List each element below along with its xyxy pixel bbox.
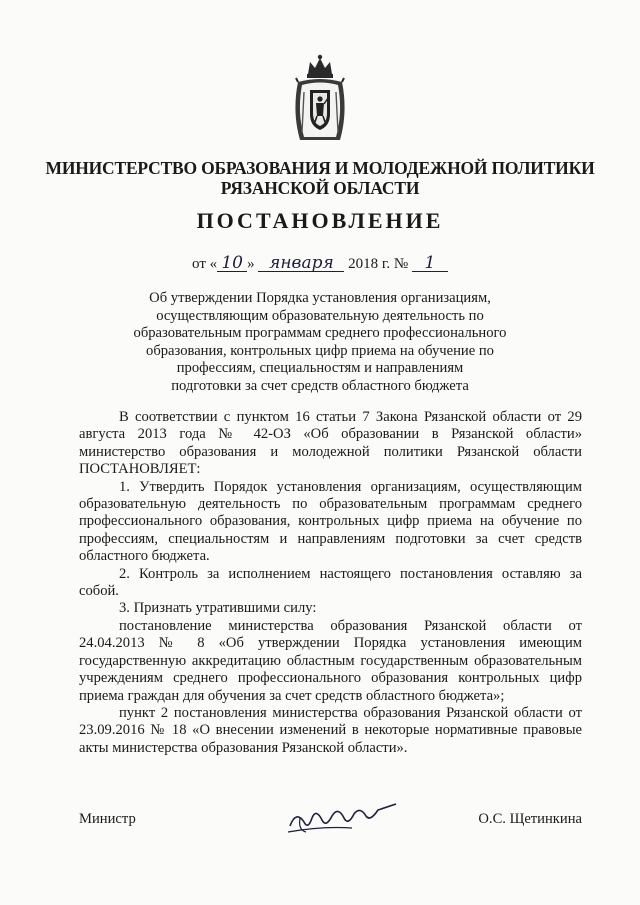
subject-line: образовательным программам среднего профессионального [133, 325, 507, 342]
signatory-position: Министр [79, 811, 136, 827]
document-number-handwritten: 1 [412, 255, 448, 272]
body-paragraph-item3: 3. Признать утратившими силу: [119, 600, 317, 617]
subject-line: подготовки за счет средств областного бюджета [171, 377, 469, 394]
handwritten-signature-icon [282, 796, 402, 838]
ministry-name [20, 158, 620, 198]
document-subject [95, 290, 545, 396]
ministry-name-line1: МИНИСТЕРСТВО ОБРАЗОВАНИЯ И МОЛОДЕЖНОЙ ПОЛИТИКИ [45, 158, 595, 178]
coat-of-arms-icon [288, 52, 352, 148]
signatory-name: О.С. Щетинкина [478, 811, 582, 827]
date-day-handwritten: 10 [217, 255, 247, 272]
date-month-handwritten: января [258, 255, 344, 272]
date-mid: » [247, 256, 255, 272]
body-paragraph-repealed-2: пункт 2 постановления министерства образования Рязанской области от 23.09.2016 № 18 «О внесении изменений в некоторые нормативные правовые акты министерства образования Рязанской области». [79, 704, 582, 756]
date-prefix: от « [192, 256, 218, 272]
body-paragraph-preamble: В соответствии с пунктом 16 статьи 7 Закона Рязанской области от 29 августа 2013 года № 42-ОЗ «Об образовании в Рязанской области» министерство образования и молодежной политики Рязанской области ПОСТАНОВЛЯЕТ: [79, 409, 582, 478]
body-paragraph-repealed-1: постановление министерства образования Рязанской области от 24.04.2013 № 8 «Об утверждении Порядка установления имеющим государственную аккредитацию областным государственным образовательным учреждениям среднего профессионального образования контрольных цифр приема граждан для обучения за счет средств областного бюджета»; [79, 617, 582, 704]
document-body [79, 409, 582, 757]
date-year-label: 2018 г. № [348, 256, 409, 272]
subject-line: образования, контрольных цифр приема на обучение по [146, 342, 494, 359]
body-paragraph-item1: 1. Утвердить Порядок установления организациям, осуществляющим образовательную деятельность по образовательным программам среднего профессионального образования, контрольных цифр приема на обучение по профессиям, специальностям и направлениям подготовки за счет средств областного бюджета. [79, 478, 582, 565]
ministry-name-line2: РЯЗАНСКОЙ ОБЛАСТИ [220, 178, 420, 198]
date-number-line [0, 255, 640, 273]
subject-line: Об утверждении Порядка установления организациям, [149, 290, 491, 306]
subject-line: осуществляющим образовательную деятельность по [156, 307, 484, 324]
subject-line: профессиям, специальностям и направлениям [176, 360, 464, 377]
body-paragraph-item2: 2. Контроль за исполнением настоящего постановления оставляю за собой. [79, 565, 582, 600]
document-type-heading: ПОСТАНОВЛЕНИЕ [196, 208, 444, 233]
